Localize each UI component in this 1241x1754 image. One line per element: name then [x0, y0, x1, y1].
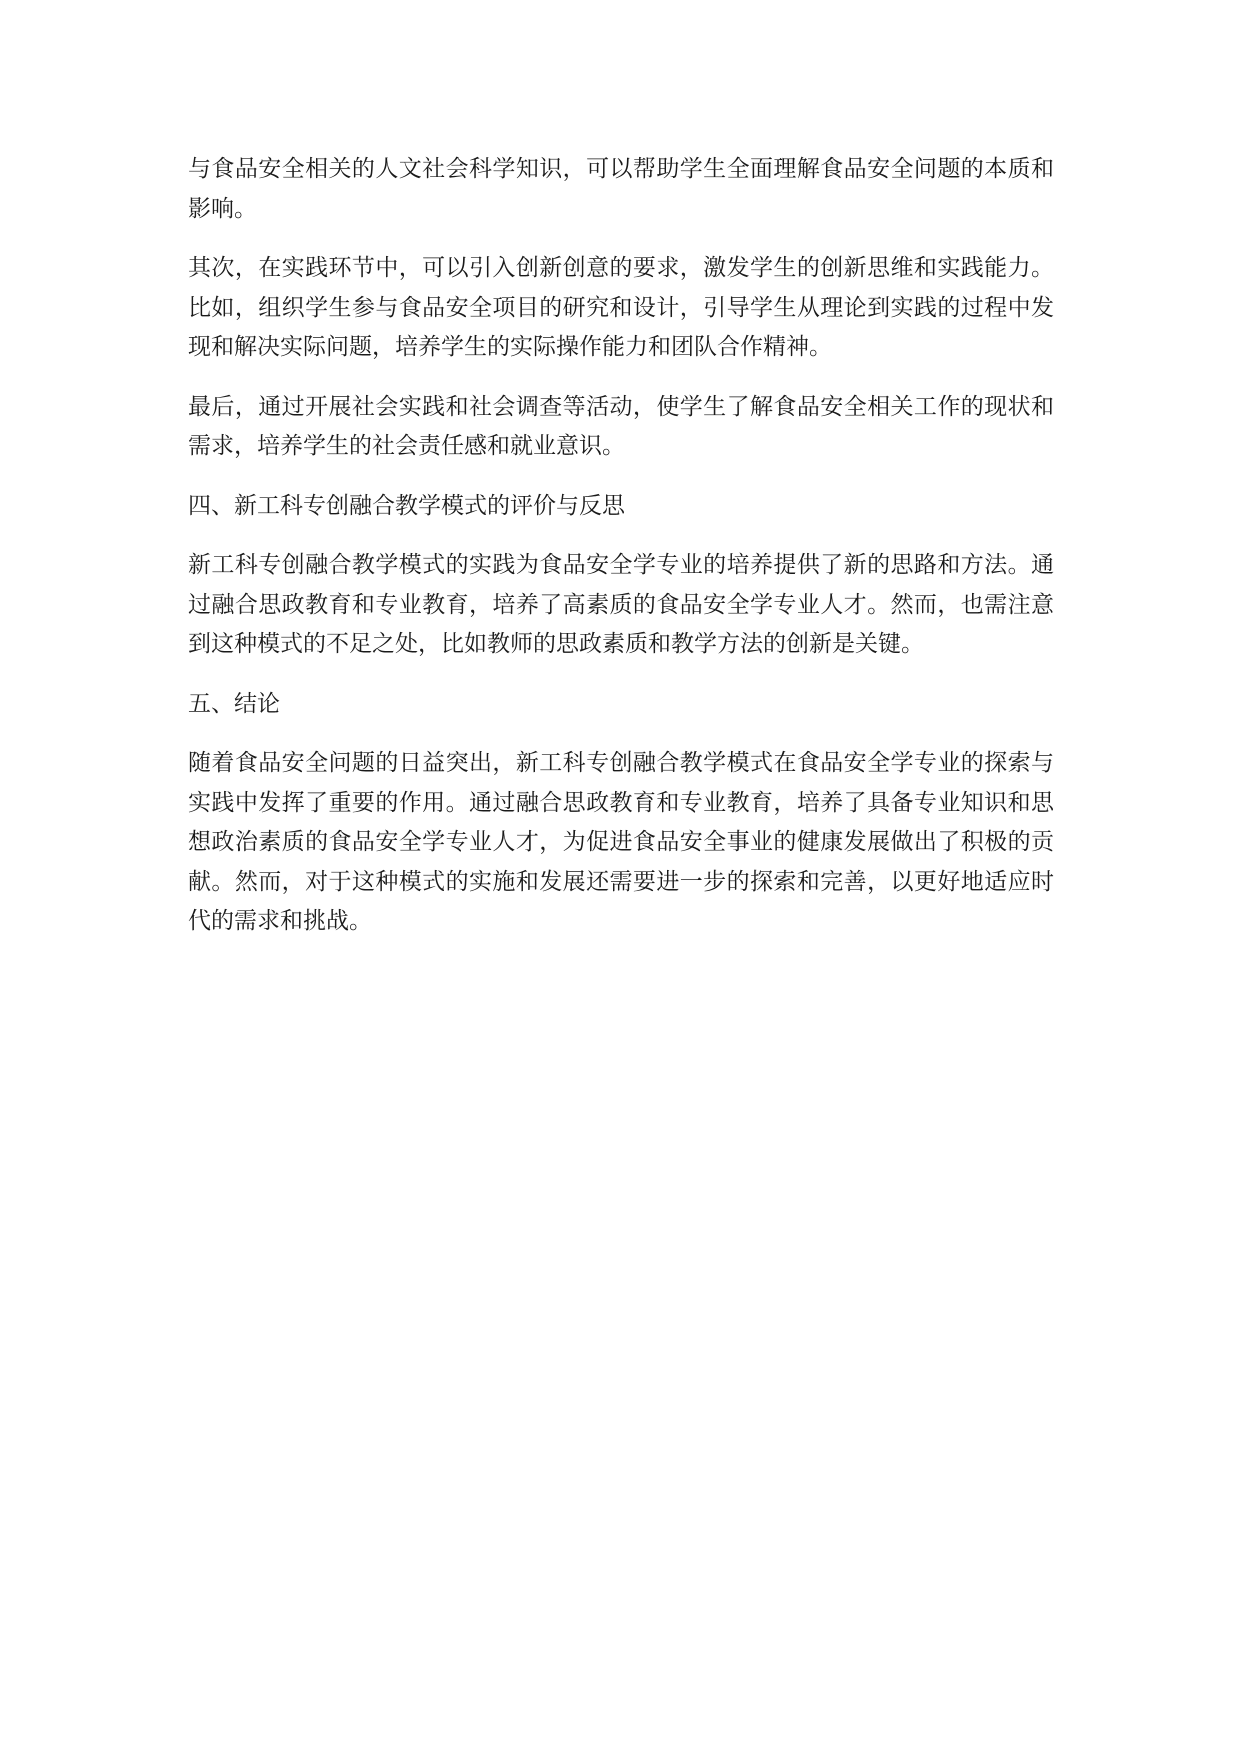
paragraph-evaluation: 新工科专创融合教学模式的实践为食品安全学专业的培养提供了新的思路和方法。通过融合思政教育和专业教育，培养了高素质的食品安全学专业人才。然而，也需注意到这种模式的不足之处，比如教师的思政素质和教学方法的创新是关键。 [188, 552, 1054, 657]
section-heading-evaluation: 四、新工科专创融合教学模式的评价与反思 [188, 492, 625, 519]
paragraph-humanities-knowledge: 与食品安全相关的人文社会科学知识，可以帮助学生全面理解食品安全问题的本质和影响。 [188, 156, 1054, 222]
paragraph-conclusion: 随着食品安全问题的日益突出，新工科专创融合教学模式在食品安全学专业的探索与实践中发挥了重要的作用。通过融合思政教育和专业教育，培养了具备专业知识和思想政治素质的食品安全学专业人才，为促进食品安全事业的健康发展做出了积极的贡献。然而，对于这种模式的实施和发展还需要进一步的探索和完善，以更好地适应时代的需求和挑战。 [188, 750, 1054, 934]
paragraph-practice-innovation: 其次，在实践环节中，可以引入创新创意的要求，激发学生的创新思维和实践能力。比如，组织学生参与食品安全项目的研究和设计，引导学生从理论到实践的过程中发现和解决实际问题，培养学生的实际操作能力和团队合作精神。 [188, 255, 1054, 360]
document-body [188, 150, 1054, 962]
paragraph-social-practice: 最后，通过开展社会实践和社会调查等活动，使学生了解食品安全相关工作的现状和需求，培养学生的社会责任感和就业意识。 [188, 393, 1054, 459]
section-heading-conclusion: 五、结论 [188, 690, 280, 717]
